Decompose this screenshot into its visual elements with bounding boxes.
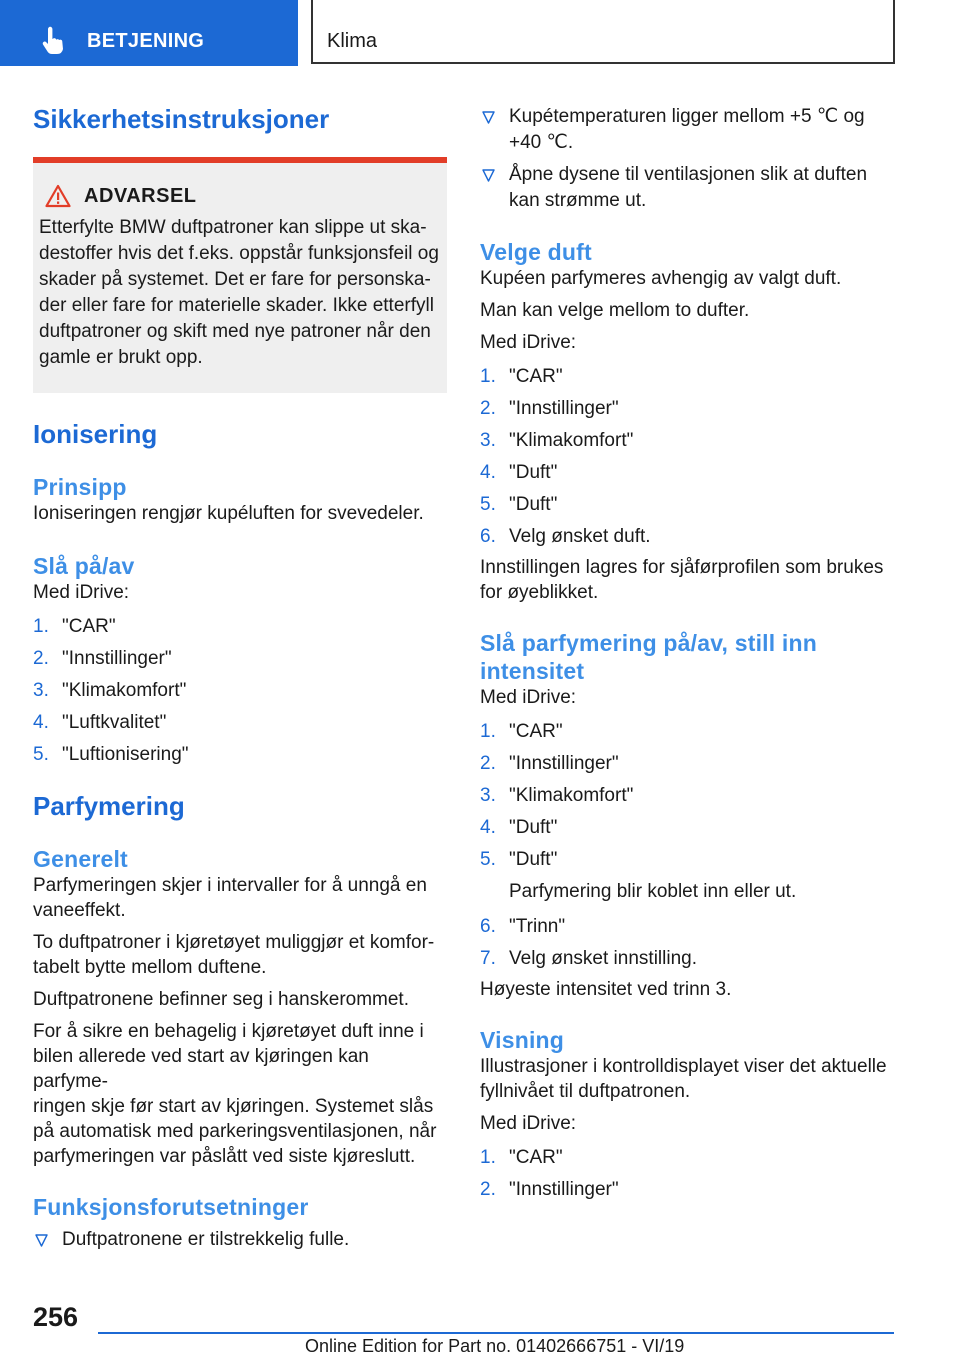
- list-item: [480, 943, 890, 975]
- step-subtext: Parfymering blir koblet inn eller ut.: [509, 881, 797, 902]
- step-text: "Innstillinger": [509, 753, 619, 774]
- text-line: parfymeringen var påslått ved siste kjøreslutt.: [33, 1146, 416, 1167]
- list-item: [480, 1142, 890, 1174]
- list-item: [480, 1174, 890, 1206]
- intensitet-heading: [480, 629, 890, 685]
- text-line: Innstillingen lagres for sjåførprofilen som brukes: [480, 557, 884, 578]
- list-item: [33, 707, 447, 739]
- right-column: [480, 96, 890, 1206]
- generelt-paragraph: [33, 1019, 447, 1169]
- step-number: 5.: [480, 849, 496, 870]
- list-item: [480, 489, 890, 521]
- list-item: [480, 911, 890, 943]
- step-text: "CAR": [509, 721, 563, 742]
- step-number: 1.: [33, 616, 49, 637]
- list-item: [480, 457, 890, 489]
- bullet-text: Kupétemperaturen ligger mellom +5 ℃ og: [509, 106, 865, 127]
- step-text: "CAR": [509, 1147, 563, 1168]
- step-number: 4.: [480, 817, 496, 838]
- text-line: Duftpatronene befinner seg i hanskerommet.: [33, 989, 409, 1010]
- safety-heading: Sikkerhetsinstruksjoner: [33, 104, 330, 134]
- funksjon-bullets: [33, 1227, 447, 1253]
- footer-rule: [98, 1332, 894, 1334]
- slaa-steps: [33, 611, 447, 771]
- step-text: "Klimakomfort": [509, 430, 634, 451]
- text-line: på automatisk med parkeringsventilasjonen, når: [33, 1121, 437, 1142]
- list-item: [33, 739, 447, 771]
- prinsipp-text: Ioniseringen rengjør kupéluften for svevedeler.: [33, 503, 424, 524]
- generelt-heading: Generelt: [33, 846, 128, 872]
- triangle-bullet-icon: [482, 111, 495, 124]
- step-text: "Innstillinger": [509, 398, 619, 419]
- warning-line: duftpatroner og skift med nye patroner når den: [39, 321, 431, 342]
- step-text: "Luftkvalitet": [62, 712, 167, 733]
- text-line: Illustrasjoner i kontrolldisplayet viser det aktuelle: [480, 1056, 887, 1077]
- section-title: BETJENING: [87, 30, 205, 52]
- step-number: 3.: [480, 430, 496, 451]
- step-text: "CAR": [509, 366, 563, 387]
- generelt-paragraph: [33, 987, 447, 1012]
- step-number: 3.: [33, 680, 49, 701]
- velge-text: Kupéen parfymeres avhengig av valgt duft.: [480, 268, 842, 289]
- step-number: 2.: [480, 753, 496, 774]
- step-text: "Duft": [509, 494, 558, 515]
- step-text: "Duft": [509, 817, 558, 838]
- step-number: 2.: [480, 1179, 496, 1200]
- list-item: [33, 611, 447, 643]
- parfymering-heading: Parfymering: [33, 791, 185, 821]
- prinsipp-heading: Prinsipp: [33, 474, 127, 500]
- bullet-text: Åpne dysene til ventilasjonen slik at duften: [509, 164, 868, 185]
- visning-steps: [480, 1142, 890, 1206]
- list-item: [480, 162, 890, 214]
- triangle-bullet-icon: [35, 1234, 48, 1247]
- velge-steps: [480, 361, 890, 553]
- step-number: 6.: [480, 916, 496, 937]
- step-text: "Innstillinger": [62, 648, 172, 669]
- velge-intro: Med iDrive:: [480, 332, 577, 353]
- step-number: 6.: [480, 526, 496, 547]
- step-text: "Innstillinger": [509, 1179, 619, 1200]
- edition-text: Online Edition for Part no. 01402666751 - VI/19: [305, 1336, 685, 1356]
- list-item: [33, 643, 447, 675]
- text-line: fyllnivået til duftpatronen.: [480, 1081, 691, 1102]
- left-column: [33, 96, 447, 1253]
- list-item: [480, 521, 890, 553]
- warning-line: der eller fare for materielle skader. Ikke etterfyll: [39, 295, 434, 316]
- chapter-tab: [311, 0, 895, 64]
- step-number: 5.: [480, 494, 496, 515]
- hand-pointer-icon: [38, 26, 68, 56]
- step-number: 7.: [480, 948, 496, 969]
- slaa-heading: Slå på/av: [33, 553, 135, 579]
- step-number: 2.: [33, 648, 49, 669]
- list-item: [480, 425, 890, 457]
- list-item: [33, 1227, 447, 1253]
- step-number: 5.: [33, 744, 49, 765]
- step-text: Velg ønsket innstilling.: [509, 948, 697, 969]
- list-item: [480, 844, 890, 911]
- step-number: 1.: [480, 366, 496, 387]
- step-number: 4.: [480, 462, 496, 483]
- step-text: "Klimakomfort": [62, 680, 187, 701]
- step-number: 4.: [33, 712, 49, 733]
- bullet-text: +40 ℃.: [509, 132, 574, 153]
- text-line: For å sikre en behagelig i kjøretøyet duft inne i: [33, 1021, 424, 1042]
- ionisering-heading: Ionisering: [33, 419, 158, 449]
- text-line: vaneeffekt.: [33, 900, 126, 921]
- bullet-text: kan strømme ut.: [509, 190, 647, 211]
- bullet-text: Duftpatronene er tilstrekkelig fulle.: [62, 1229, 350, 1250]
- slaa-intro: Med iDrive:: [33, 582, 130, 603]
- visning-heading: Visning: [480, 1027, 565, 1053]
- visning-text: [480, 1054, 890, 1104]
- step-text: "Duft": [509, 462, 558, 483]
- heading-line: Slå parfymering på/av, still inn: [480, 630, 818, 656]
- text-line: tabelt bytte mellom duftene.: [33, 957, 267, 978]
- triangle-bullet-icon: [482, 169, 495, 182]
- step-text: "Luftionisering": [62, 744, 189, 765]
- visning-intro: Med iDrive:: [480, 1113, 577, 1134]
- text-line: for øyeblikket.: [480, 582, 599, 603]
- funksjon-heading: Funksjonsforutsetninger: [33, 1194, 309, 1220]
- warning-triangle-icon: [45, 184, 71, 208]
- step-text: "Trinn": [509, 916, 566, 937]
- velge-heading: Velge duft: [480, 239, 592, 265]
- requirement-bullets: [480, 104, 890, 214]
- chapter-title: Klima: [327, 30, 378, 52]
- step-text: Velg ønsket duft.: [509, 526, 651, 547]
- section-tab: [0, 0, 298, 66]
- list-item: [480, 716, 890, 748]
- list-item: [480, 393, 890, 425]
- warning-line: destoffer hvis det f.eks. oppstår funksjonsfeil og: [39, 243, 439, 264]
- warning-line: gamle er brukt opp.: [39, 347, 203, 368]
- generelt-paragraph: [33, 873, 447, 923]
- list-item: [480, 812, 890, 844]
- warning-text: [39, 215, 441, 371]
- velge-text: Man kan velge mellom to dufter.: [480, 300, 750, 321]
- list-item: [480, 780, 890, 812]
- warning-line: skader på systemet. Det er fare for personska-: [39, 269, 431, 290]
- page-header: [0, 0, 960, 66]
- step-number: 3.: [480, 785, 496, 806]
- step-text: "CAR": [62, 616, 116, 637]
- intensitet-after-text: Høyeste intensitet ved trinn 3.: [480, 979, 732, 1000]
- heading-line: intensitet: [480, 658, 585, 684]
- intensitet-intro: Med iDrive:: [480, 687, 577, 708]
- list-item: [480, 361, 890, 393]
- warning-header: [39, 183, 441, 209]
- text-line: Parfymeringen skjer i intervaller for å unngå en: [33, 875, 427, 896]
- list-item: [33, 675, 447, 707]
- step-number: 2.: [480, 398, 496, 419]
- generelt-paragraph: [33, 930, 447, 980]
- list-item: [480, 104, 890, 156]
- warning-label: ADVARSEL: [84, 184, 197, 207]
- step-number: 1.: [480, 721, 496, 742]
- page-number: 256: [33, 1302, 79, 1332]
- text-line: bilen allerede ved start av kjøringen kan parfyme-: [33, 1046, 369, 1092]
- velge-after-text: [480, 555, 890, 605]
- list-item: [480, 748, 890, 780]
- warning-line: Etterfylte BMW duftpatroner kan slippe ut ska-: [39, 217, 427, 238]
- text-line: ringen skje før start av kjøringen. Systemet slås: [33, 1096, 434, 1117]
- step-text: "Klimakomfort": [509, 785, 634, 806]
- intensitet-steps: [480, 716, 890, 975]
- step-text: "Duft": [509, 849, 558, 870]
- warning-box: [33, 163, 447, 393]
- step-number: 1.: [480, 1147, 496, 1168]
- text-line: To duftpatroner i kjøretøyet muliggjør et komfor-: [33, 932, 435, 953]
